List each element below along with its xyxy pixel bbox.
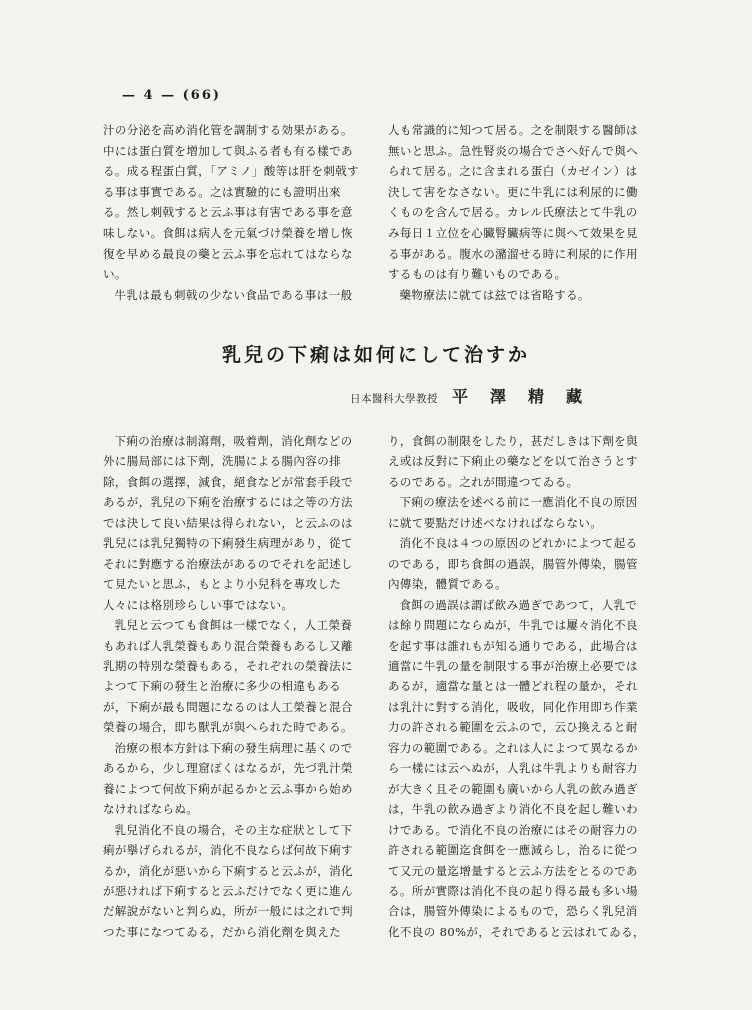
paragraph: 消化不良は４つの原因のどれかによつて起るのである，即ち食餌の過誤，腸管外傳染，腸管內傳染，體質である。	[388, 536, 638, 592]
paragraph: 下痢の治療は制瀉劑，吸着劑，消化劑などの外に腸局部には下劑，洗腸による腸內容の排除，食餌の選擇，減食，絕食などが常套手段であるが，乳兒の下痢を治療するには之等の方法では決して良い結果は得られない，と云ふのは乳兒には乳兒獨特の下痢發生病理があり，從てそれに對應する治療法があるのでそれを記述して見たいと思ふ，もとより小兒科を專攻した人々には格別珍らしい事ではない。	[103, 434, 353, 612]
paragraph: 藥物療法に就ては玆では省略する。	[399, 287, 590, 302]
paragraph: 汁の分泌を高め消化管を調制する効果がある。中には蛋白質を増加して與ふる者も有る樣である。成る程蛋白質，「アミノ」酸等は肝を刺戟する事は事實である。之は實驗的にも證明出來る。然し刺戟すると云ふ事は有害である事を意味しない。食餌は病人を元氣づけ榮養を增し恢復を早める最良の藥と云ふ事を忘れてはならない。	[103, 123, 360, 282]
article-title: 乳兒の下痢は如何にして治すか	[221, 344, 530, 366]
paragraph: 人も常識的に知つて居る。之を制限する醫師は無いと思ふ。急性腎炎の場合でさへ好んで與へられて居る。之に含まれる蛋白（カゼイン）は決して害をなさない。更に牛乳には利尿的に働くものを含んで居る。カレル氏療法とて牛乳のみ每日１立位を心臟腎臟病等に與へて效果を見る事がある。腹水の瀦溜せる時に利尿的に作用するものは有り難いものである。	[388, 123, 639, 282]
byline	[350, 384, 604, 407]
paragraph: 乳兒と云つても食餌は一樣でなく，人工榮養もあれば人乳榮養もあり混合榮養もあるし又離乳期の特別な榮養もある，それぞれの榮養法によつて下痢の發生と治療に多少の相違もあるが，下痢が最も問題になるのは人工榮養と混合榮養の場合，即ち獸乳が與へられた時である。	[103, 618, 353, 735]
author-name: 平澤精藏	[452, 387, 605, 406]
paragraph: 食餌の過誤は謂ば飮み過ぎであつて，人乳では餘り問題にならぬが，牛乳では屢々消化不良を起す事は誰れもが知る通りである，此場合は適當に牛乳の量を制限する事が治療上必要ではあるが，適當な量とは一體どれ程の量か，それは乳汁に對する消化，吸收，同化作用即ち作業力の許される範圍を云ふので，云ひ換えると耐容力の範圍である。之れは人によつて異なるから一樣には云へぬが，人乳は牛乳よりも耐容力が大きく且その範圍も廣いから人乳の飮み過ぎは，牛乳の飮み過ぎより消化不良を起し難いわけである。で消化不良の治療にはその耐容力の許される範圍迄食餌を一應減らし，治るに從つて又元の量迄增量すると云ふ方法をとるのである。所が實際は消化不良の起り得る最も多い場合は，腸管外傳染によるもので，恐らく乳兒消化不良の 80%が，それであると云はれてゐる，	[388, 597, 645, 939]
paragraph: 治療の根本方針は下痢の發生病理に基くのであるから，少し理窟ぽくはなるが，先づ乳汁榮養によつて何故下痢が起るかと云ふ事から始めなければならぬ。	[103, 740, 353, 817]
paragraph: 牛乳は最も刺戟の少ない食品である事は一般	[114, 287, 353, 302]
top-left-column	[103, 120, 363, 305]
top-right-column	[388, 120, 648, 305]
paragraph: 下痢の療法を述べる前に一應消化不良の原因に就て要點だけ述べなければならない。	[388, 495, 638, 530]
page-number: — 4 — (66)	[122, 88, 222, 103]
paragraph: 乳兒消化不良の場合，その主な症狀として下痢が擧げられるが，消化不良ならば何故下痢するか，消化が惡いから下痢すると云ふが，消化が惡ければ下痢すると云ふだけでなく更に進んだ解說がないと判らぬ，所が一般には之れで判つた事になつてゐる，だから消化劑を與えた	[103, 822, 353, 939]
article-right-column	[388, 431, 648, 942]
author-affiliation: 日本醫科大學教授	[350, 393, 438, 405]
paragraph: り，食餌の制限をしたり，甚だしきは下劑を與え或は反對に下痢止の藥などを以て治さうとするのである。之れが間違つてゐる。	[388, 434, 638, 489]
article-left-column	[103, 431, 363, 942]
